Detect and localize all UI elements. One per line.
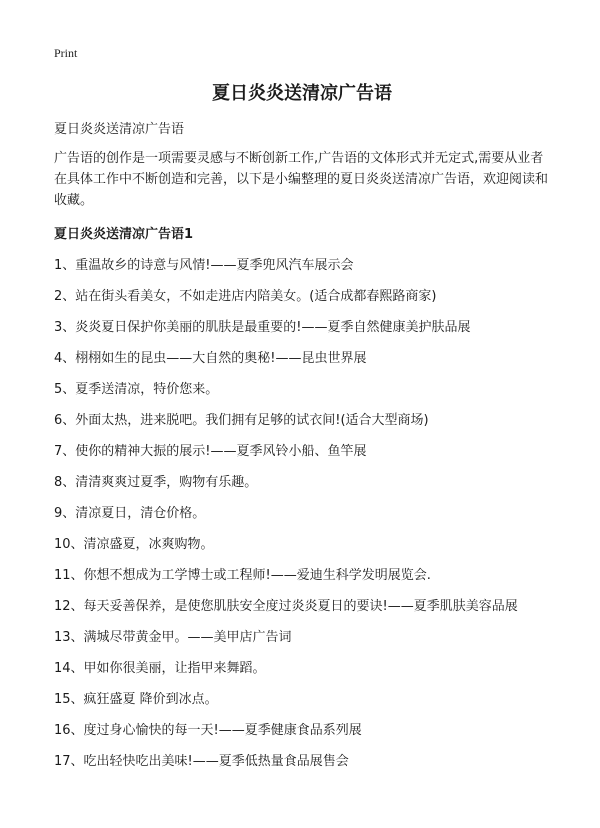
document-subtitle: 夏日炎炎送清凉广告语 [54, 122, 185, 137]
list-item: 7、使你的精神大振的展示!——夏季风铃小船、鱼竿展 [54, 444, 367, 459]
document-body [54, 80, 550, 783]
page-title: 夏日炎炎送清凉广告语 [212, 83, 392, 104]
list-item: 3、炎炎夏日保护你美丽的肌肤是最重要的!——夏季自然健康美护肤品展 [54, 320, 471, 335]
list-item: 15、疯狂盛夏 降价到冰点。 [54, 692, 218, 707]
slogan-list [54, 256, 550, 783]
list-item: 11、你想不想成为工学博士或工程师!——爱迪生科学发明展览会. [54, 568, 431, 583]
section-heading: 夏日炎炎送清凉广告语1 [54, 227, 194, 242]
list-item: 4、栩栩如生的昆虫——大自然的奥秘!——昆虫世界展 [54, 351, 367, 366]
list-item: 5、夏季送清凉，特价您来。 [54, 382, 219, 397]
list-item: 6、外面太热，进来脱吧。我们拥有足够的试衣间!(适合大型商场) [54, 413, 429, 428]
list-item: 17、吃出轻快吃出美味!——夏季低热量食品展售会 [54, 754, 349, 769]
list-item: 2、站在街头看美女，不如走进店内陪美女。(适合成都春熙路商家) [54, 289, 437, 304]
list-item: 16、度过身心愉快的每一天!——夏季健康食品系列展 [54, 723, 362, 738]
list-item: 8、清清爽爽过夏季，购物有乐趣。 [54, 475, 258, 490]
list-item: 12、每天妥善保养，是使您肌肤安全度过炎炎夏日的要诀!——夏季肌肤美容品展 [54, 599, 518, 614]
list-item: 14、甲如你很美丽，让指甲来舞蹈。 [54, 661, 266, 676]
list-item: 10、清凉盛夏，冰爽购物。 [54, 537, 214, 552]
list-item: 13、满城尽带黄金甲。——美甲店广告词 [54, 630, 292, 645]
list-item: 9、清凉夏日，清仓价格。 [54, 506, 206, 521]
print-link[interactable]: Print [54, 46, 78, 60]
intro-paragraph: 广告语的创作是一项需要灵感与不断创新工作,广告语的文体形式并无定式,需要从业者在具体工作中不断创造和完善，以下是小编整理的夏日炎炎送清凉广告语，欢迎阅读和收藏。 [54, 151, 549, 208]
list-item: 1、重温故乡的诗意与风情!——夏季兜风汽车展示会 [54, 258, 354, 273]
